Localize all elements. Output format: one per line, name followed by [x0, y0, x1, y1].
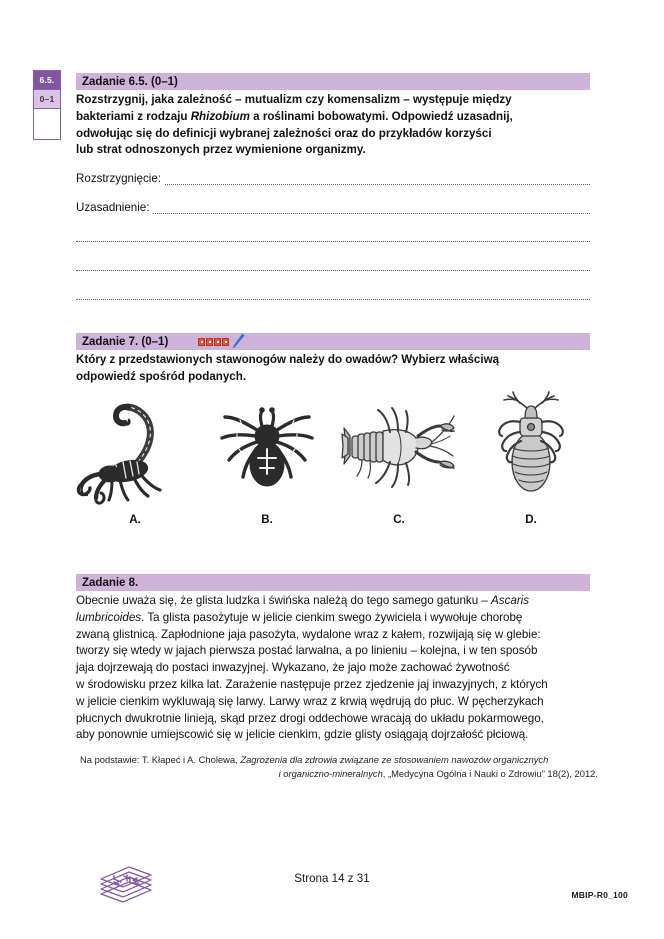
citation-line-1: [80, 753, 598, 767]
task-6-5-prompt-line-3: [76, 126, 596, 143]
task-title-8: Zadanie 8.: [82, 576, 139, 589]
citation-text: , „Medycyna Ogólna i Nauki o Zdrowiu” 18(2), 2012.: [382, 768, 598, 779]
dotted-writing-line[interactable]: [76, 259, 590, 271]
task-7-prompt: [76, 352, 596, 386]
passage-text: aby ponownie umiejscowić się w jelicie cienkim, gdzie glisty osiągają dojrzałość płciową.: [76, 728, 529, 742]
prompt-text: Rozstrzygnij, jaka zależność – mutualizm czy komensalizm – występuje między: [76, 93, 512, 106]
task-header-8: [76, 574, 590, 591]
task-header-7: [76, 333, 590, 350]
page-number-footer: Strona 14 z 31: [294, 872, 370, 885]
option-d-label: D.: [525, 513, 537, 526]
passage-text: zwaną glistnicą. Zapłodnione jaja pasożyta, wydalone wraz z kałem, rozwijają się w glebie:: [76, 627, 541, 641]
passage-text: płucnych dwukrotnie linieją, skąd przez drogi oddechowe wracają do układu pokarmowego,: [76, 711, 544, 725]
option-b[interactable]: [208, 386, 326, 526]
answer-box-glyph: [198, 338, 205, 346]
answer-boxes-icon: [198, 338, 230, 346]
task-title-7: Zadanie 7. (0–1): [82, 335, 169, 348]
score-box-point-range: 0–1: [34, 90, 60, 109]
score-box-task-6-5: [33, 70, 61, 140]
answer-line-blank-2[interactable]: [76, 259, 590, 271]
species-name-part-1: Ascaris: [491, 594, 530, 607]
answer-line-blank-1[interactable]: [76, 230, 590, 242]
prompt-text: bakteriami z rodzaju: [76, 109, 191, 123]
dotted-writing-line[interactable]: [76, 288, 590, 300]
task-6-5-prompt-line-2: [76, 109, 596, 126]
task-6-5-prompt-line-1: [76, 92, 596, 109]
task-8-line-9: [76, 727, 600, 744]
task-8-line-3: [76, 627, 600, 644]
source-citation: [80, 753, 598, 781]
spider-illustration: [208, 386, 326, 506]
crayfish-illustration: [340, 386, 458, 506]
dotted-writing-line[interactable]: [153, 202, 590, 214]
task-header-6-5: [76, 73, 590, 90]
species-name-part-2: lumbricoides: [76, 610, 142, 624]
passage-text: jaja dojrzewają do postaci inwazyjnej. Wykazano, że jajo może zachować żywotność: [76, 661, 510, 675]
citation-line-2: [80, 767, 598, 781]
answer-box-glyph: [214, 338, 221, 346]
task-8-line-7: [76, 694, 600, 711]
answer-box-glyph: [222, 338, 229, 346]
score-box-task-number: 6.5.: [34, 71, 60, 90]
task-6-5-prompt: [76, 92, 596, 159]
pencil-icon: [231, 333, 245, 350]
citation-title-part-1: Zagrożenia dla zdrowia związane ze stosowaniem nawozów organicznych: [240, 754, 549, 765]
citation-text: Na podstawie: T. Kłapeć i A. Cholewa,: [80, 754, 241, 765]
sheet-code-footer: MBIP-R0_100: [571, 890, 628, 900]
prompt-text: odpowiedź spośród podanych.: [76, 369, 247, 383]
dotted-writing-line[interactable]: [76, 230, 590, 242]
genus-name-rhizobium: Rhizobium: [190, 109, 250, 123]
louse-illustration: [472, 386, 590, 506]
option-d[interactable]: [472, 386, 590, 526]
task-title-6-5: Zadanie 6.5. (0–1): [82, 75, 178, 88]
task-8-line-1: [76, 593, 600, 610]
dotted-writing-line[interactable]: [165, 173, 590, 185]
task-7-prompt-line-1: [76, 352, 596, 369]
answer-line-rozstrzygniecie[interactable]: [76, 172, 590, 185]
task-8-line-6: [76, 677, 600, 694]
option-a-label: A.: [129, 513, 141, 526]
prompt-text: a roślinami bobowatymi. Odpowiedź uzasadnij,: [249, 109, 513, 123]
answer-line-uzasadnienie[interactable]: [76, 201, 590, 214]
answer-label-uzasadnienie: Uzasadnienie:: [76, 201, 150, 214]
arthropod-figure-row: [76, 386, 590, 526]
option-a[interactable]: [76, 386, 194, 526]
passage-text: . Ta glista pasożytuje w jelicie cienkim swego żywiciela i wywołuje chorobę: [141, 610, 523, 624]
task-8-line-5: [76, 660, 600, 677]
scorpion-illustration: [76, 386, 194, 506]
prompt-text: odwołując się do definicji wybranej zależności oraz do przykładów korzyści: [76, 126, 492, 140]
task-8-line-8: [76, 711, 600, 728]
answer-boxes-pencil-icon: [198, 333, 245, 350]
task-6-5-prompt-line-4: [76, 142, 596, 159]
option-c[interactable]: [340, 386, 458, 526]
passage-text: tworzy się wtedy w jajach pierwsza postać larwalna, a po linieniu – kolejna, i w ten sposób: [76, 644, 538, 658]
passage-text: w jelicie cienkim wykluwają się larwy. Larwy wraz z krwią wędrują do płuc. W pęcherzykach: [76, 694, 544, 708]
passage-text: Obecnie uważa się, że glista ludzka i świńska należą do tego samego gatunku –: [76, 594, 492, 607]
score-box-marker-field[interactable]: [34, 109, 60, 139]
task-8-line-4: [76, 643, 600, 660]
task-8-passage: [76, 593, 600, 744]
task-8-line-2: [76, 610, 600, 627]
prompt-text: Który z przedstawionych stawonogów należy do owadów? Wybierz właściwą: [76, 353, 500, 366]
citation-title-part-2: i organiczno-mineralnych: [278, 768, 383, 779]
option-b-label: B.: [261, 513, 273, 526]
answer-label-rozstrzygniecie: Rozstrzygnięcie:: [76, 172, 162, 185]
answer-line-blank-3[interactable]: [76, 288, 590, 300]
task-7-prompt-line-2: [76, 369, 596, 386]
passage-text: w środowisku przez kilka lat. Zarażenie następuje przez zjedzenie jaj inwazyjnych, z których: [76, 677, 548, 691]
option-c-label: C.: [393, 513, 405, 526]
answer-box-glyph: [206, 338, 213, 346]
prompt-text: lub strat odnoszonych przez wymienione organizmy.: [76, 143, 366, 157]
